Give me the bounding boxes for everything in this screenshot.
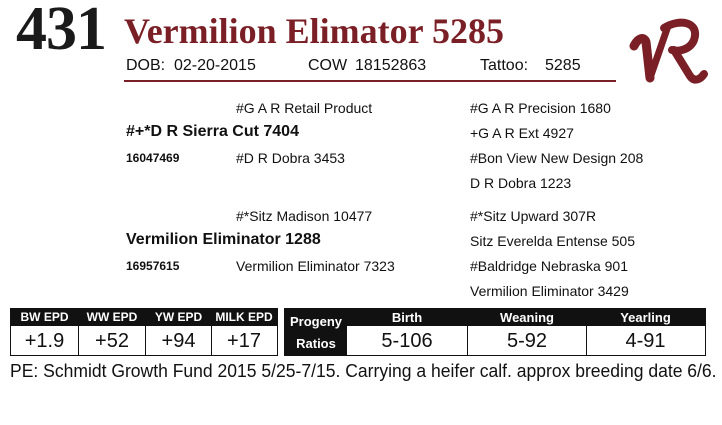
progeny-ratios-table	[284, 308, 706, 356]
epd-ww	[78, 309, 145, 355]
animal-name: Vermilion Elimator 5285	[124, 11, 504, 51]
progeny-birth	[347, 309, 467, 355]
epd-bw	[11, 309, 78, 355]
progeny-col-value: 5-92	[506, 330, 548, 352]
dam-name: Vermilion Eliminator 1288	[126, 231, 321, 248]
sire-sire-sire: #G A R Precision 1680	[470, 100, 611, 116]
sire-dam-dam: D R Dobra 1223	[470, 175, 572, 191]
dam-sire-dam: Sitz Everelda Entense 505	[470, 233, 635, 249]
lot-number: 431	[16, 0, 106, 63]
progeny-weaning	[467, 309, 586, 355]
sire-sire: #G A R Retail Product	[236, 100, 373, 116]
epd-table	[10, 308, 278, 356]
progeny-yearling	[586, 309, 704, 355]
header-rule	[124, 80, 616, 82]
epd-value: +17	[227, 330, 261, 352]
dob-label: DOB:	[126, 57, 166, 74]
footnote-pe: PE: Schmidt Growth Fund 2015 5/25-7/15. Carrying a heifer calf. approx breeding date 6/6.	[10, 361, 717, 381]
vr-brand-logo	[628, 12, 708, 86]
dam-dam-sire: #Baldridge Nebraska 901	[470, 258, 628, 274]
progeny-col-label: Birth	[391, 310, 423, 325]
progeny-col-label: Weaning	[500, 310, 554, 325]
dam-dam-dam: Vermilion Eliminator 3429	[470, 283, 629, 299]
epd-milk	[211, 309, 276, 355]
progeny-col-value: 5-106	[381, 330, 433, 352]
epd-label: MILK EPD	[215, 310, 273, 324]
epd-value: +52	[95, 330, 129, 352]
sire-registration: 16047469	[126, 151, 180, 165]
epd-label: BW EPD	[20, 310, 69, 324]
dam-sire: #*Sitz Madison 10477	[236, 208, 373, 224]
sire-dam: #D R Dobra 3453	[236, 150, 345, 166]
epd-value: +1.9	[24, 330, 65, 352]
sire-dam-sire: #Bon View New Design 208	[470, 150, 644, 166]
dam-sire-sire: #*Sitz Upward 307R	[470, 208, 597, 224]
progeny-label-line1: Progeny	[289, 314, 342, 329]
dam-registration: 16957615	[126, 259, 180, 273]
progeny-col-label: Yearling	[620, 310, 671, 325]
epd-value: +94	[161, 330, 196, 352]
progeny-col-value: 4-91	[625, 330, 666, 352]
registration-number: 18152863	[355, 57, 427, 74]
epd-label: YW EPD	[154, 310, 203, 324]
sire-sire-dam: +G A R Ext 4927	[470, 125, 574, 141]
type-label: COW	[308, 57, 348, 74]
progeny-label-line2: Ratios	[296, 336, 336, 351]
epd-label: WW EPD	[86, 310, 138, 324]
epd-yw	[145, 309, 211, 355]
progeny-ratios-label	[285, 309, 347, 355]
dob-value: 02-20-2015	[174, 57, 256, 74]
tattoo-value: 5285	[545, 57, 581, 74]
tattoo-label: Tattoo:	[480, 57, 529, 74]
sire-name: #+*D R Sierra Cut 7404	[126, 123, 299, 140]
dam-dam: Vermilion Eliminator 7323	[236, 258, 395, 274]
